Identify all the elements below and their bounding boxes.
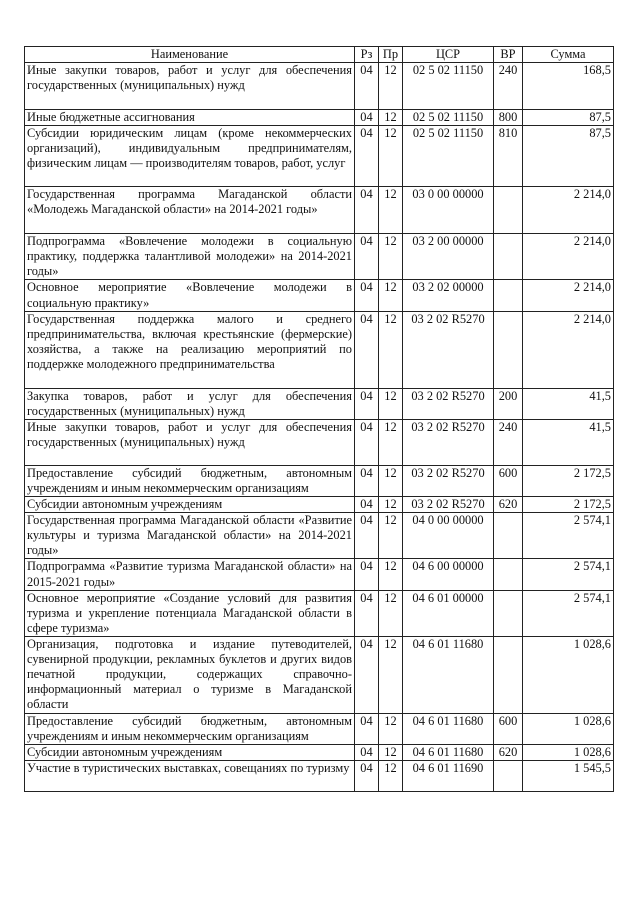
cell-name: Иные закупки товаров, работ и услуг для обеспечения государственных (муниципальных) нужд <box>25 419 355 465</box>
cell-csr: 03 2 02 R5270 <box>403 419 494 465</box>
cell-csr: 03 0 00 00000 <box>403 187 494 234</box>
cell-rz: 04 <box>355 590 379 636</box>
cell-csr: 03 2 02 R5270 <box>403 497 494 513</box>
cell-rz: 04 <box>355 497 379 513</box>
cell-pr: 12 <box>379 419 403 465</box>
cell-vr <box>494 187 523 234</box>
cell-name: Участие в туристических выставках, совещаниях по туризму <box>25 761 355 792</box>
cell-csr: 03 2 02 R5270 <box>403 311 494 388</box>
cell-rz: 04 <box>355 745 379 761</box>
cell-name: Предоставление субсидий бюджетным, автономным учреждениям и иным некоммерческим организациям <box>25 713 355 744</box>
table-row <box>25 745 614 761</box>
cell-name: Закупка товаров, работ и услуг для обеспечения государственных (муниципальных) нужд <box>25 388 355 419</box>
table-row <box>25 126 614 187</box>
cell-sum: 2 574,1 <box>523 590 614 636</box>
cell-sum: 2 172,5 <box>523 465 614 496</box>
cell-rz: 04 <box>355 187 379 234</box>
cell-name: Государственная программа Магаданской области «Молодежь Магаданской области» на 2014-2021 годы» <box>25 187 355 234</box>
header-sum: Сумма <box>523 47 614 63</box>
cell-rz: 04 <box>355 559 379 590</box>
cell-rz: 04 <box>355 280 379 311</box>
cell-rz: 04 <box>355 63 379 110</box>
cell-vr <box>494 311 523 388</box>
cell-vr: 600 <box>494 465 523 496</box>
table-row <box>25 465 614 496</box>
cell-vr <box>494 636 523 713</box>
cell-name: Основное мероприятие «Вовлечение молодежи в социальную практику» <box>25 280 355 311</box>
table-row <box>25 419 614 465</box>
cell-csr: 04 0 00 00000 <box>403 513 494 559</box>
cell-sum: 87,5 <box>523 126 614 187</box>
cell-vr: 620 <box>494 497 523 513</box>
header-name: Наименование <box>25 47 355 63</box>
cell-vr: 240 <box>494 63 523 110</box>
cell-vr <box>494 590 523 636</box>
cell-rz: 04 <box>355 636 379 713</box>
cell-pr: 12 <box>379 761 403 792</box>
table-row <box>25 513 614 559</box>
cell-pr: 12 <box>379 513 403 559</box>
cell-sum: 2 214,0 <box>523 280 614 311</box>
table-row <box>25 187 614 234</box>
cell-pr: 12 <box>379 110 403 126</box>
cell-rz: 04 <box>355 419 379 465</box>
cell-csr: 04 6 01 11690 <box>403 761 494 792</box>
cell-name: Субсидии автономным учреждениям <box>25 745 355 761</box>
cell-sum: 2 574,1 <box>523 513 614 559</box>
cell-rz: 04 <box>355 513 379 559</box>
header-pr: Пр <box>379 47 403 63</box>
cell-pr: 12 <box>379 559 403 590</box>
cell-sum: 1 028,6 <box>523 745 614 761</box>
cell-pr: 12 <box>379 126 403 187</box>
cell-name: Иные бюджетные ассигнования <box>25 110 355 126</box>
cell-vr: 620 <box>494 745 523 761</box>
cell-pr: 12 <box>379 311 403 388</box>
cell-csr: 04 6 01 11680 <box>403 713 494 744</box>
cell-pr: 12 <box>379 636 403 713</box>
cell-csr: 03 2 02 R5270 <box>403 465 494 496</box>
cell-name: Предоставление субсидий бюджетным, автономным учреждениям и иным некоммерческим организациям <box>25 465 355 496</box>
cell-pr: 12 <box>379 280 403 311</box>
cell-vr <box>494 761 523 792</box>
cell-pr: 12 <box>379 388 403 419</box>
cell-rz: 04 <box>355 465 379 496</box>
cell-name: Организация, подготовка и издание путеводителей, сувенирной продукции, рекламных буклетов и других видов печатной продукции, содержащих справочно- информационный материал о туризме в Магаданской области <box>25 636 355 713</box>
table-row <box>25 590 614 636</box>
cell-rz: 04 <box>355 126 379 187</box>
cell-rz: 04 <box>355 110 379 126</box>
cell-vr <box>494 559 523 590</box>
cell-pr: 12 <box>379 745 403 761</box>
cell-pr: 12 <box>379 187 403 234</box>
cell-sum: 2 172,5 <box>523 497 614 513</box>
cell-sum: 2 574,1 <box>523 559 614 590</box>
cell-csr: 03 2 02 R5270 <box>403 388 494 419</box>
table-row <box>25 497 614 513</box>
cell-csr: 03 2 02 00000 <box>403 280 494 311</box>
cell-rz: 04 <box>355 388 379 419</box>
cell-name: Государственная поддержка малого и среднего предпринимательства, включая крестьянские (фермерские) хозяйства, а также на реализацию мероприятий по поддержке молодежного предпринимательства <box>25 311 355 388</box>
cell-pr: 12 <box>379 497 403 513</box>
cell-vr <box>494 280 523 311</box>
cell-rz: 04 <box>355 311 379 388</box>
table-row <box>25 388 614 419</box>
header-csr: ЦСР <box>403 47 494 63</box>
cell-name: Подпрограмма «Вовлечение молодежи в социальную практику, поддержка талантливой молодежи» на 2014-2021 годы» <box>25 234 355 280</box>
cell-vr: 800 <box>494 110 523 126</box>
header-rz: Рз <box>355 47 379 63</box>
cell-csr: 02 5 02 11150 <box>403 126 494 187</box>
cell-sum: 2 214,0 <box>523 187 614 234</box>
cell-sum: 1 545,5 <box>523 761 614 792</box>
cell-vr: 200 <box>494 388 523 419</box>
cell-vr: 240 <box>494 419 523 465</box>
cell-name: Государственная программа Магаданской области «Развитие культуры и туризма Магаданской области» на 2014-2021 годы» <box>25 513 355 559</box>
cell-sum: 1 028,6 <box>523 636 614 713</box>
header-vr: ВР <box>494 47 523 63</box>
budget-table <box>24 46 614 792</box>
cell-sum: 1 028,6 <box>523 713 614 744</box>
cell-csr: 02 5 02 11150 <box>403 110 494 126</box>
table-row <box>25 110 614 126</box>
table-row <box>25 311 614 388</box>
cell-pr: 12 <box>379 713 403 744</box>
cell-rz: 04 <box>355 713 379 744</box>
cell-pr: 12 <box>379 234 403 280</box>
cell-vr: 600 <box>494 713 523 744</box>
cell-sum: 168,5 <box>523 63 614 110</box>
cell-pr: 12 <box>379 63 403 110</box>
cell-csr: 04 6 01 11680 <box>403 745 494 761</box>
cell-csr: 04 6 00 00000 <box>403 559 494 590</box>
cell-name: Подпрограмма «Развитие туризма Магаданской области» на 2015-2021 годы» <box>25 559 355 590</box>
cell-csr: 03 2 00 00000 <box>403 234 494 280</box>
cell-csr: 02 5 02 11150 <box>403 63 494 110</box>
cell-sum: 2 214,0 <box>523 311 614 388</box>
cell-vr <box>494 513 523 559</box>
cell-sum: 2 214,0 <box>523 234 614 280</box>
table-row <box>25 713 614 744</box>
cell-pr: 12 <box>379 590 403 636</box>
table-row <box>25 636 614 713</box>
cell-rz: 04 <box>355 761 379 792</box>
cell-csr: 04 6 01 11680 <box>403 636 494 713</box>
table-row <box>25 559 614 590</box>
table-row <box>25 234 614 280</box>
cell-name: Основное мероприятие «Создание условий для развития туризма и укрепление потенциала Магаданской области в сфере туризма» <box>25 590 355 636</box>
table-row <box>25 761 614 792</box>
table-header-row <box>25 47 614 63</box>
cell-sum: 87,5 <box>523 110 614 126</box>
cell-vr <box>494 234 523 280</box>
cell-pr: 12 <box>379 465 403 496</box>
cell-sum: 41,5 <box>523 419 614 465</box>
cell-sum: 41,5 <box>523 388 614 419</box>
cell-name: Субсидии автономным учреждениям <box>25 497 355 513</box>
cell-name: Субсидии юридическим лицам (кроме некоммерческих организаций), индивидуальным предпринимателям, физическим лицам — производителям товаров, работ, услуг <box>25 126 355 187</box>
cell-rz: 04 <box>355 234 379 280</box>
cell-csr: 04 6 01 00000 <box>403 590 494 636</box>
table-row <box>25 63 614 110</box>
cell-name: Иные закупки товаров, работ и услуг для обеспечения государственных (муниципальных) нужд <box>25 63 355 110</box>
cell-vr: 810 <box>494 126 523 187</box>
table-row <box>25 280 614 311</box>
